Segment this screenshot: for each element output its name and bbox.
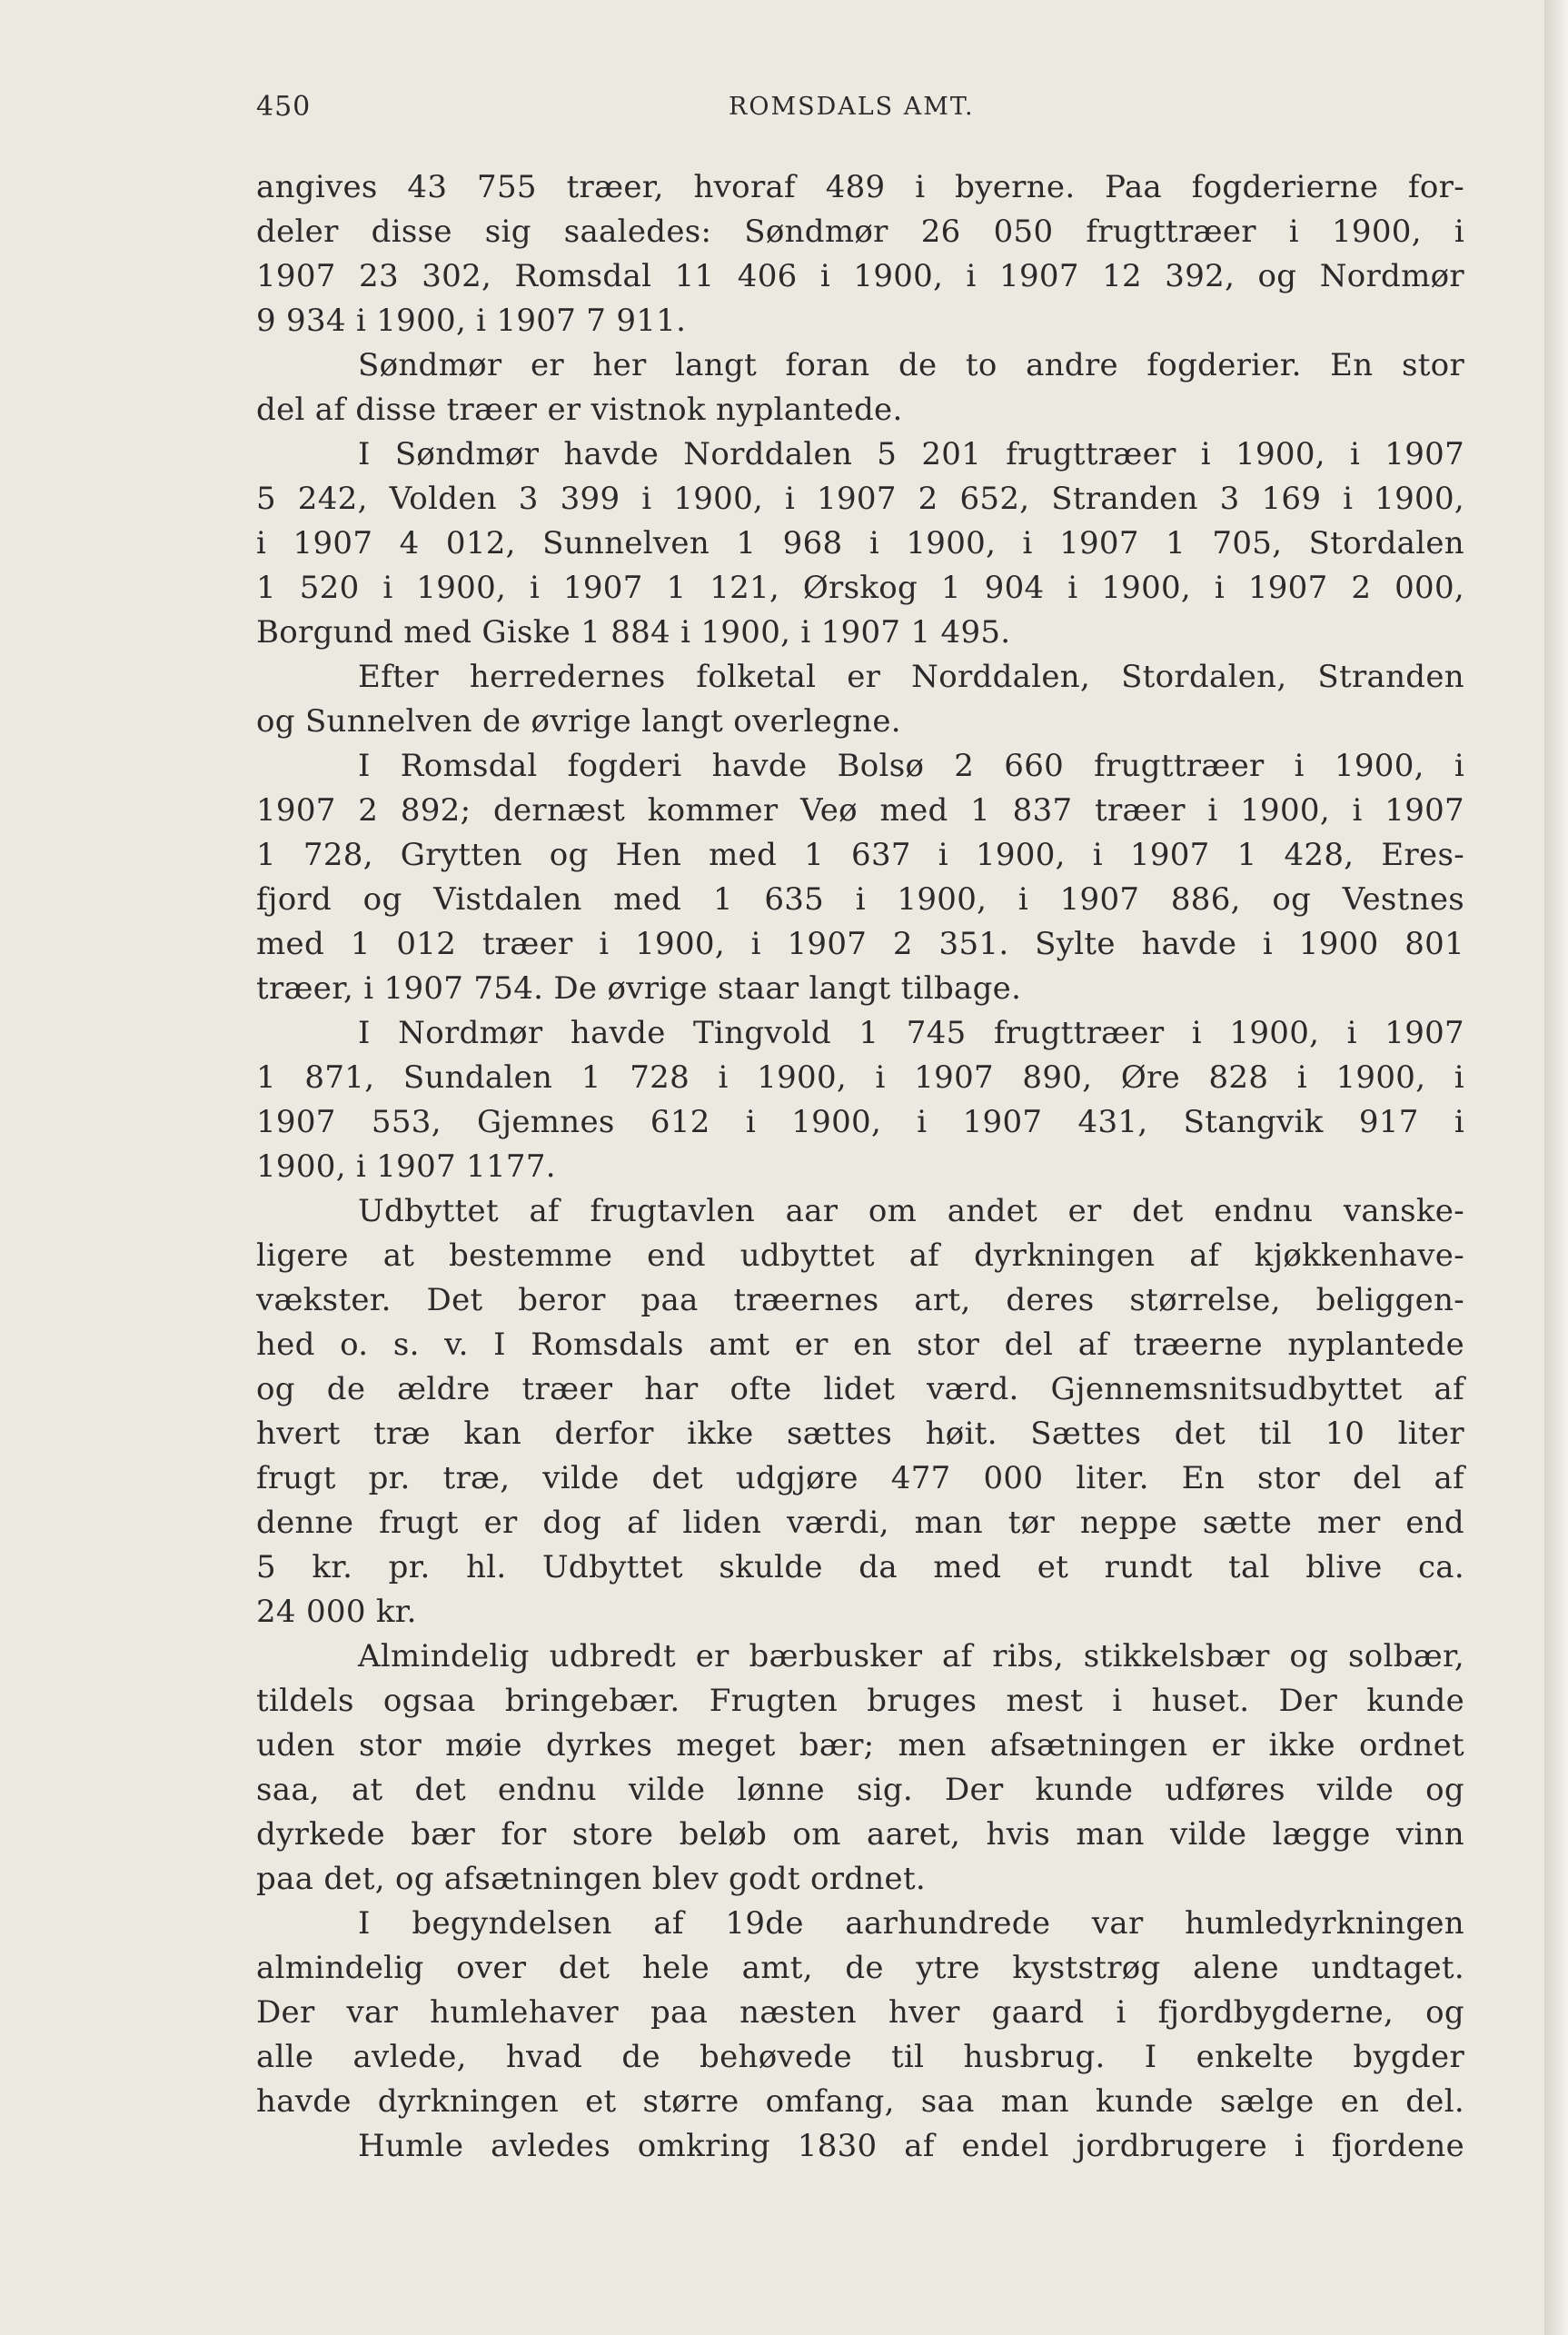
text-line: angives 43 755 træer, hvoraf 489 i byerne. Paa fogderierne for-: [256, 169, 1464, 205]
text-line: dyrkede bær for store beløb om aaret, hvis man vilde lægge vinn: [256, 1816, 1464, 1853]
body-text: [256, 165, 1464, 2169]
text-line: paa det, og afsætningen blev godt ordnet.: [256, 1861, 927, 1897]
page-header: [256, 91, 1474, 127]
text-line: I Romsdal fogderi havde Bolsø 2 660 frugttræer i 1900, i: [358, 748, 1464, 784]
text-line: denne frugt er dog af liden værdi, man tør neppe sætte mer end: [256, 1505, 1464, 1541]
text-line: og Sunnelven de øvrige langt overlegne.: [256, 703, 901, 740]
text-line: Almindelig udbredt er bærbusker af ribs, stikkelsbær og solbær,: [358, 1638, 1464, 1674]
text-line: 1907 2 892; dernæst kommer Veø med 1 837 træer i 1900, i 1907: [256, 792, 1464, 829]
text-line: frugt pr. træ, vilde det udgjøre 477 000 liter. En stor del af: [256, 1460, 1464, 1496]
text-line: 24 000 kr.: [256, 1594, 417, 1630]
text-line: 5 kr. pr. hl. Udbyttet skulde da med et rundt tal blive ca.: [256, 1549, 1464, 1585]
text-line: 1 520 i 1900, i 1907 1 121, Ørskog 1 904 i 1900, i 1907 2 000,: [256, 570, 1464, 606]
text-line: 5 242, Volden 3 399 i 1900, i 1907 2 652, Stranden 3 169 i 1900,: [256, 481, 1464, 517]
text-line: og de ældre træer har ofte lidet værd. Gjennemsnitsudbyttet af: [256, 1371, 1464, 1407]
text-line: hed o. s. v. I Romsdals amt er en stor del af træerne nyplantede: [256, 1326, 1464, 1363]
page-edge: [1544, 0, 1568, 2335]
text-line: uden stor møie dyrkes meget bær; men afsætningen er ikke ordnet: [256, 1727, 1464, 1764]
text-line: 1907 23 302, Romsdal 11 406 i 1900, i 1907 12 392, og Nordmør: [256, 258, 1464, 294]
text-line: ligere at bestemme end udbyttet af dyrkningen af kjøkkenhave-: [256, 1237, 1464, 1274]
text-line: 9 934 i 1900, i 1907 7 911.: [256, 303, 687, 339]
text-line: Humle avledes omkring 1830 af endel jordbrugere i fjordene: [358, 2128, 1464, 2164]
text-line: almindelig over det hele amt, de ytre kyststrøg alene undtaget.: [256, 1950, 1464, 1986]
text-line: saa, at det endnu vilde lønne sig. Der kunde udføres vilde og: [256, 1772, 1464, 1808]
text-line: havde dyrkningen et større omfang, saa man kunde sælge en del.: [256, 2083, 1464, 2120]
text-line: 1 728, Grytten og Hen med 1 637 i 1900, i 1907 1 428, Eres-: [256, 837, 1464, 873]
text-line: Borgund med Giske 1 884 i 1900, i 1907 1 495.: [256, 614, 1011, 651]
text-line: I begyndelsen af 19de aarhundrede var humledyrkningen: [358, 1905, 1464, 1942]
text-line: i 1907 4 012, Sunnelven 1 968 i 1900, i 1907 1 705, Stordalen: [256, 525, 1464, 561]
text-line: 1907 553, Gjemnes 612 i 1900, i 1907 431, Stangvik 917 i: [256, 1104, 1464, 1140]
text-line: 1900, i 1907 1177.: [256, 1148, 556, 1185]
page-number: 450: [256, 91, 312, 123]
text-line: deler disse sig saaledes: Søndmør 26 050 frugttræer i 1900, i: [256, 214, 1464, 250]
text-line: Efter herredernes folketal er Norddalen, Stordalen, Stranden: [358, 659, 1464, 695]
text-line: hvert træ kan derfor ikke sættes høit. Sættes det til 10 liter: [256, 1416, 1464, 1452]
text-line: tildels ogsaa bringebær. Frugten bruges mest i huset. Der kunde: [256, 1683, 1464, 1719]
text-line: Søndmør er her langt foran de to andre fogderier. En stor: [358, 347, 1464, 383]
text-line: vækster. Det beror paa træernes art, deres størrelse, beliggen-: [256, 1282, 1464, 1318]
text-line: I Nordmør havde Tingvold 1 745 frugttræer i 1900, i 1907: [358, 1015, 1464, 1051]
text-line: 1 871, Sundalen 1 728 i 1900, i 1907 890, Øre 828 i 1900, i: [256, 1059, 1464, 1096]
text-line: fjord og Vistdalen med 1 635 i 1900, i 1907 886, og Vestnes: [256, 881, 1464, 918]
text-line: med 1 012 træer i 1900, i 1907 2 351. Sylte havde i 1900 801: [256, 926, 1464, 962]
text-line: træer, i 1907 754. De øvrige staar langt tilbage.: [256, 970, 1022, 1007]
text-line: Udbyttet af frugtavlen aar om andet er det endnu vanske-: [358, 1193, 1464, 1229]
text-line: alle avlede, hvad de behøvede til husbrug. I enkelte bygder: [256, 2039, 1464, 2075]
text-line: del af disse træer er vistnok nyplantede.: [256, 392, 903, 428]
text-line: Der var humlehaver paa næsten hver gaard i fjordbygderne, og: [256, 1994, 1464, 2031]
text-line: I Søndmør havde Norddalen 5 201 frugttræer i 1900, i 1907: [358, 436, 1464, 472]
running-title: ROMSDALS AMT.: [729, 93, 975, 121]
